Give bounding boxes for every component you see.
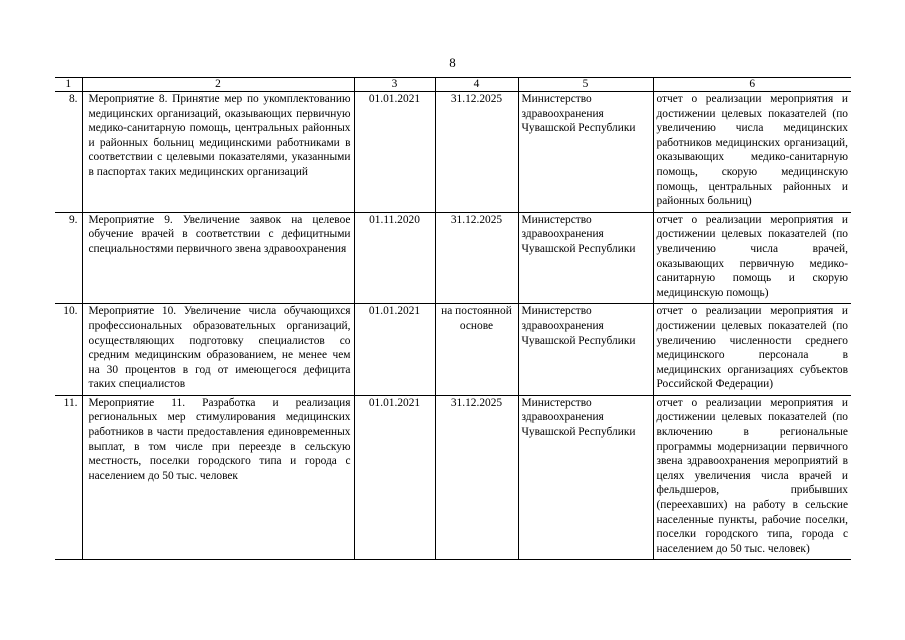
row-number: 11. (55, 395, 82, 560)
measure-description: Мероприятие 9. Увеличение заявок на целевое обучение врачей в соответствии с дефицитными специальностями первичного звена здравоохранения (82, 212, 354, 304)
start-date: 01.01.2021 (354, 92, 435, 213)
measures-table (55, 77, 851, 560)
column-header: 4 (435, 78, 518, 92)
measure-description: Мероприятие 8. Принятие мер по укомплектованию медицинских организаций, оказывающих первичную медико-санитарную помощь, центральных районных и районных больниц медицинскими работниками в соответствии с целевыми показателями, указанными в паспортах таких медицинских организаций (82, 92, 354, 213)
executor: Министерство здравоохранения Чувашской Республики (518, 395, 653, 560)
expected-result: отчет о реализации мероприятия и достижении целевых показателей (по увеличению числа медицинских работников медицинских организаций, оказывающих медико-санитарную помощь, скорую медицинскую помощь, центральных районных и районных больниц) (653, 92, 851, 213)
column-header: 5 (518, 78, 653, 92)
page-number: 8 (449, 55, 456, 70)
row-number: 8. (55, 92, 82, 213)
end-date: 31.12.2025 (435, 212, 518, 304)
column-header: 6 (653, 78, 851, 92)
executor: Министерство здравоохранения Чувашской Республики (518, 212, 653, 304)
column-header: 2 (82, 78, 354, 92)
expected-result: отчет о реализации мероприятия и достижении целевых показателей (по включению в региональные программы модернизации первичного звена здравоохранения мероприятий в целях увеличения числа врачей и фельдшеров, прибывших (переехавших) на работу в сельские населенные пункты, рабочие поселки, поселки городского типа, города с населением до 50 тыс. человек) (653, 395, 851, 560)
expected-result: отчет о реализации мероприятия и достижении целевых показателей (по увеличению числа врачей, оказывающих первичную медико-санитарную помощь и скорую медицинскую помощь) (653, 212, 851, 304)
end-date: 31.12.2025 (435, 92, 518, 213)
table-row (55, 304, 851, 396)
executor: Министерство здравоохранения Чувашской Республики (518, 92, 653, 213)
end-date: 31.12.2025 (435, 395, 518, 560)
table-row (55, 92, 851, 213)
column-header: 1 (55, 78, 82, 92)
end-date: на постоянной основе (435, 304, 518, 396)
expected-result: отчет о реализации мероприятия и достижении целевых показателей (по увеличению численности среднего медицинского персонала в медицинских организациях субъектов Российской Федерации) (653, 304, 851, 396)
table-row (55, 395, 851, 560)
start-date: 01.01.2021 (354, 395, 435, 560)
measure-description: Мероприятие 11. Разработка и реализация региональных мер стимулирования медицинских работников в части предоставления единовременных выплат, в том числе при переезде в сельскую местность, поселки городского типа и города с населением до 50 тыс. человек (82, 395, 354, 560)
row-number: 10. (55, 304, 82, 396)
column-header: 3 (354, 78, 435, 92)
executor: Министерство здравоохранения Чувашской Республики (518, 304, 653, 396)
table-row (55, 212, 851, 304)
measure-description: Мероприятие 10. Увеличение числа обучающихся профессиональных образовательных организаций, осуществляющих подготовку специалистов со средним медицинским образованием, не менее чем на 30 процентов в год от имеющегося дефицита таких специалистов (82, 304, 354, 396)
start-date: 01.01.2021 (354, 304, 435, 396)
start-date: 01.11.2020 (354, 212, 435, 304)
row-number: 9. (55, 212, 82, 304)
column-number-row (55, 78, 851, 92)
